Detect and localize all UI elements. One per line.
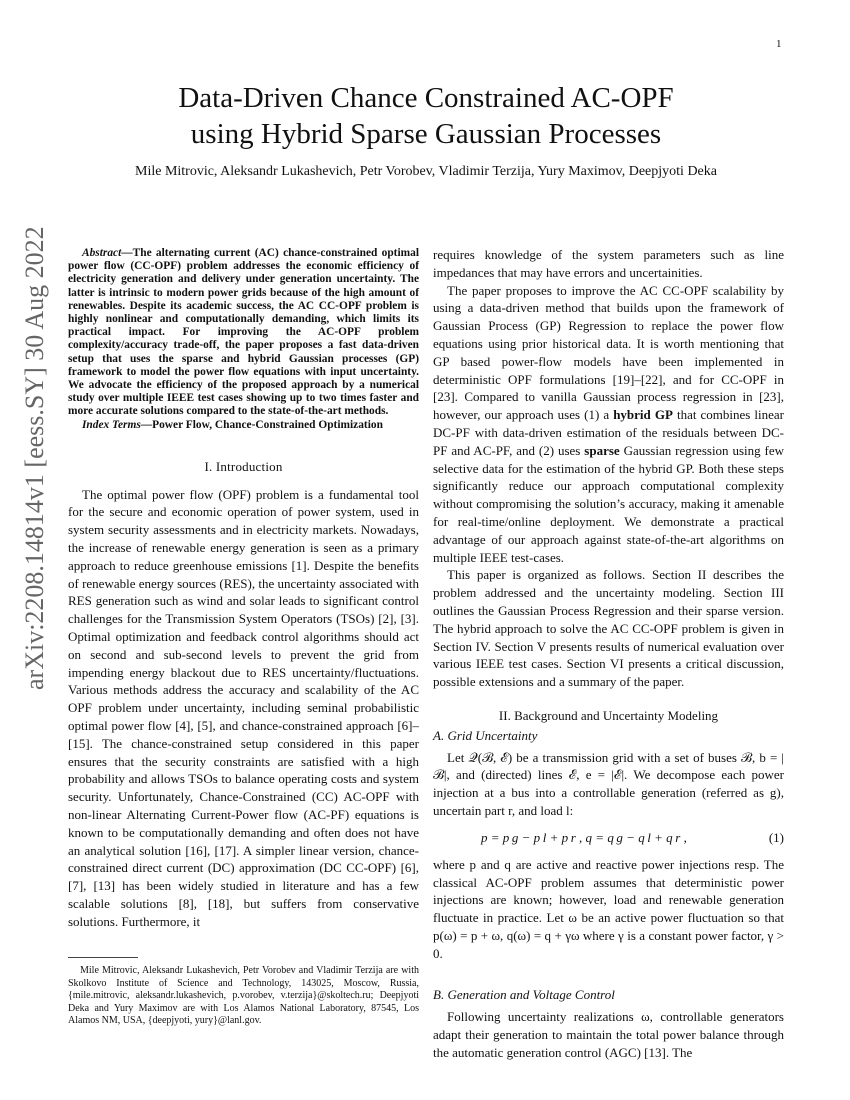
index-terms-label: Index Terms <box>82 418 141 431</box>
abstract-text: —The alternating current (AC) chance-constrained optimal power flow (CC-OPF) problem addresses the economic efficiency of electricity generation and delivery under generation uncertainty. The latter is intrinsic to modern power grids because of the high amount of renewables. Despite its academic success, the AC CC-OPF problem is highly nonlinear and computationally demanding, which limits its practical impact. For improving the AC-OPF problem complexity/accuracy trade-off, the paper proposes a fast data-driven setup that uses the sparse and hybrid Gaussian processes (GP) framework to model the power flow equations with input uncertainty. We advocate the efficiency of the proposed approach by a numerical study over multiple IEEE test cases showing up to two times faster and more accurate solutions compared to the state-of-the-art methods. <box>68 247 419 418</box>
hybrid-gp-term: hybrid GP <box>613 407 673 423</box>
contribution-text-c: Gaussian regression using few selective data for the estimation of the hybrid GP. Both these steps significantly reduce our approach computational complexity without compromising the solution’s accuracy, making it amenable for real-time/online deployment. We demonstrate a practical advantage of our approach against state-of-the-art algorithms on multiple IEEE test-cases. <box>433 442 785 565</box>
arxiv-identifier[interactable]: arXiv:2208.14814v1 [eess.SY] 30 Aug 2022 <box>20 226 49 690</box>
organization-paragraph: This paper is organized as follows. Section II describes the problem addressed and the uncertainty modeling. Section III outlines the Gaussian Process Regression and their sparse version. The hybrid approach to solve the AC CC-OPF problem is given in Section IV. Section V presents results of numerical evaluation over various IEEE test cases. Section VI presents a critical discussion, possible extensions and a summary of the paper. <box>433 567 784 690</box>
author-list: Mile Mitrovic, Aleksandr Lukashevich, Petr Vorobev, Vladimir Terzija, Yury Maximov, Deepjyoti Deka <box>135 164 717 179</box>
subsection-heading-generation-control: B. Generation and Voltage Control <box>433 987 615 1003</box>
equation-body: p = p g − p l + p r , q = q g − q l + q r , <box>481 829 687 845</box>
page-number: 1 <box>776 38 782 50</box>
contribution-text-b: that combines linear DC-PF with data-driven estimation of the residuals between DC-PF and AC-PF, and (2) uses <box>433 407 785 458</box>
equation-number: (1) <box>768 829 784 845</box>
contribution-text-a: The paper proposes to improve the AC CC-OPF scalability by using a data-driven method that builds upon the framework of Gaussian Process (GP) Regression to replace the power flow equations using prior historical data. It is worth mentioning that GP based power-flow models have been implemented in deterministic OPF formulations [19]–[22], and for CC-OPF in [23]. Compared to vanilla Gaussian process regression in [23], however, our approach uses (1) a <box>433 282 784 423</box>
sparse-term: sparse <box>584 442 620 458</box>
generation-paragraph: Following uncertainty realizations ω, controllable generators adapt their generation to maintain the total power balance through the automatic generation control (AGC) [13]. The <box>433 1009 784 1060</box>
continued-paragraph: requires knowledge of the system parameters such as line impedances that may have errors and uncertainities. <box>433 247 784 280</box>
paper-title <box>60 80 792 152</box>
section-heading-introduction: I. Introduction <box>204 458 283 474</box>
abstract <box>68 247 419 419</box>
section-heading-background: II. Background and Uncertainty Modeling <box>498 707 719 723</box>
index-terms-text: —Power Flow, Chance-Constrained Optimization <box>140 418 383 431</box>
index-terms <box>68 419 419 432</box>
title-line-2: using Hybrid Sparse Gaussian Processes <box>190 118 662 150</box>
equation-1 <box>433 826 784 850</box>
title-line-1: Data-Driven Chance Constrained AC-OPF <box>178 82 674 114</box>
footnote-rule <box>68 957 138 958</box>
left-column <box>68 247 419 931</box>
author-affiliation-footnote: Mile Mitrovic, Aleksandr Lukashevich, Petr Vorobev and Vladimir Terzija are with Skolkovo Institute of Science and Technology, 143025, Moscow, Russia, {mile.mitrovic, aleksandr.lukashevich, p.vorobev, v.terzija}@skoltech.ru; Deepjyoti Deka and Yury Maximov are with Los Alamos National Laboratory, 87545, Los Alamos NM, USA, {deepjyoti, yury}@lanl.gov. <box>68 965 419 1027</box>
subsection-heading-grid-uncertainty: A. Grid Uncertainty <box>433 727 538 743</box>
right-column <box>433 246 784 1062</box>
power-injection-paragraph: where p and q are active and reactive power injections resp. The classical AC-OPF problem assumes that deterministic power injections are known; however, load and renewable generation fluctuate in practice. Let ω be an active power fluctuation so that p(ω) = p + ω, q(ω) = q + γω where γ is a constant power factor, γ > 0. <box>433 856 784 961</box>
contribution-paragraph <box>433 282 784 567</box>
abstract-label: Abstract <box>82 247 122 259</box>
grid-paragraph: Let 𝒬(ℬ, ℰ) be a transmission grid with a set of buses ℬ, b = |ℬ|, and (directed) lines ℰ, e = |ℰ|. We decompose each power injection at a bus into a controllable generation (referred as g), uncertain part r, and load l: <box>433 749 784 818</box>
intro-paragraph: The optimal power flow (OPF) problem is a fundamental tool for the secure and economic operation of power system, used in system security assessments and in electricity markets. Nowadays, the increase of renewable energy generation is seen as a primary approach to reduce greenhouse emissions [1]. Despite the benefits of renewable energy sources (RES), the uncertainty associated with RES generation such as wind and solar leads to significant control challenges for the Transmission System Operators (TSOs) [2], [3]. Optimal optimization and feedback control algorithms should act on second and sub-second levels to prevent the grid from impending energy blackout due to RES uncertainty/fluctuations. Various methods address the accuracy and scalability of the AC OPF problem under uncertainty, including seminal probabilistic optimal power flow [4], [5], and chance-constrained approach [6]–[15]. The chance-constrained setup considered in this paper ensures that the security constraints are satisfied with a high probability and allows TSOs to balance operating costs and system security. Unfortunately, Chance-Constrained (CC) AC-OPF with non-linear Alternating Current-Power flow (AC-PF) equations is known to be computationally demanding and often does not have an analytical solution [16], [17]. A simpler linear version, chance-constrained direct current (DC) approximation (DC CC-OPF) [6], [7], [13] has been widely studied in literature and has a few scalable solutions [8], [18], but suffers from conservative solutions. Furthermore, it <box>68 486 419 929</box>
arxiv-sidebar <box>20 226 49 691</box>
